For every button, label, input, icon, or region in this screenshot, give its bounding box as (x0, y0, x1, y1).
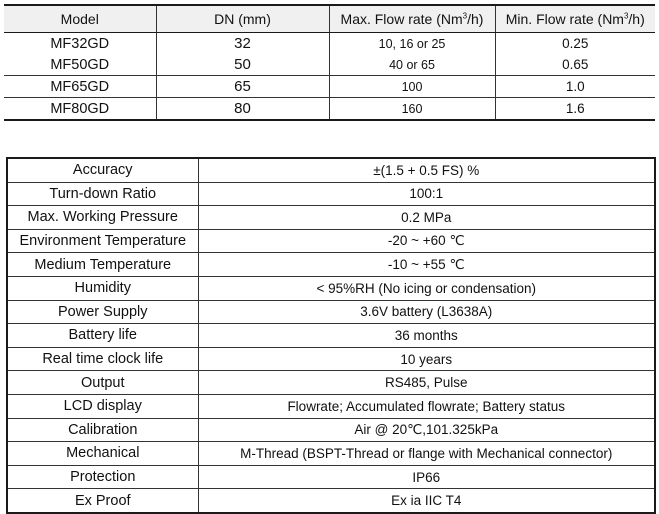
dn-cell: 65 (156, 76, 329, 98)
table-row (7, 489, 655, 513)
table-row (4, 76, 655, 98)
header-min-flow-unit-tail: /h) (628, 11, 645, 27)
header-dn: DN (mm) (156, 5, 329, 33)
max-flow-cell: 40 or 65 (329, 54, 495, 76)
spec-value: 0.2 MPa (198, 206, 655, 230)
table-row (7, 324, 655, 348)
max-flow-cell: 100 (329, 76, 495, 98)
max-flow-cell: 160 (329, 98, 495, 121)
min-flow-cell: 0.25 (495, 33, 655, 55)
spec-value: 10 years (198, 347, 655, 371)
spec-value: -10 ~ +55 ℃ (198, 253, 655, 277)
spec-label: Output (7, 371, 198, 395)
spec-label: Power Supply (7, 300, 198, 324)
model-cell: MF80GD (4, 98, 156, 121)
spec-value: -20 ~ +60 ℃ (198, 229, 655, 253)
models-table (4, 4, 655, 121)
spec-value: ±(1.5 + 0.5 FS) % (198, 158, 655, 182)
table-row (7, 206, 655, 230)
spec-value: Ex ia IIC T4 (391, 493, 462, 509)
spec-label: Battery life (7, 324, 198, 348)
table-row (7, 465, 655, 489)
spec-label: Environment Temperature (7, 229, 198, 253)
table-row (7, 158, 655, 182)
spec-value: Flowrate; Accumulated flowrate; Battery status (198, 394, 655, 418)
spec-value: Air @ 20℃,101.325kPa (198, 418, 655, 442)
header-min-flow (495, 5, 655, 33)
spec-value: < 95%RH (No icing or condensation) (198, 276, 655, 300)
table-row (7, 442, 655, 466)
specs-table (6, 157, 656, 514)
spec-label: Humidity (7, 276, 198, 300)
min-flow-cell: 1.6 (495, 98, 655, 121)
spec-label: Ex Proof (7, 489, 198, 513)
max-flow-cell: 10, 16 or 25 (329, 33, 495, 55)
model-cell: MF32GD (4, 33, 156, 55)
spec-label: Turn-down Ratio (7, 182, 198, 206)
spec-label: LCD display (7, 394, 198, 418)
spec-label: Medium Temperature (7, 253, 198, 277)
model-cell: MF65GD (4, 76, 156, 98)
table-row (4, 54, 655, 76)
table-row (7, 347, 655, 371)
header-model: Model (4, 5, 156, 33)
spec-value: IP66 (198, 465, 655, 489)
min-flow-cell: 0.65 (495, 54, 655, 76)
dn-cell: 32 (156, 33, 329, 55)
table-row (7, 182, 655, 206)
table-row (7, 253, 655, 277)
spec-value: M-Thread (BSPT-Thread or flange with Mechanical connector) (198, 442, 655, 466)
spec-label: Accuracy (7, 158, 198, 182)
header-min-flow-superscript: 3 (623, 11, 629, 21)
table-row (7, 276, 655, 300)
header-max-flow-superscript: 3 (462, 11, 468, 21)
table-row (7, 229, 655, 253)
spec-label: Mechanical (7, 442, 198, 466)
spec-label: Max. Working Pressure (7, 206, 198, 230)
spec-value: 100:1 (198, 182, 655, 206)
table-row (7, 394, 655, 418)
table-row (4, 98, 655, 121)
table-row (7, 371, 655, 395)
header-max-flow-text: Max. Flow rate (Nm (340, 11, 463, 27)
dn-cell: 50 (156, 54, 329, 76)
table-row (7, 300, 655, 324)
spec-label: Calibration (7, 418, 198, 442)
table-row (4, 33, 655, 55)
spec-label: Real time clock life (7, 347, 198, 371)
spec-value: 3.6V battery (L3638A) (198, 300, 655, 324)
table-row (7, 418, 655, 442)
spec-value: RS485, Pulse (198, 371, 655, 395)
models-header-row (4, 5, 655, 33)
header-min-flow-text: Min. Flow rate (Nm (505, 11, 624, 27)
spec-value: 36 months (198, 324, 655, 348)
min-flow-cell: 1.0 (495, 76, 655, 98)
model-cell: MF50GD (50, 56, 110, 73)
dn-cell: 80 (156, 98, 329, 121)
header-max-flow (329, 5, 495, 33)
spec-label: Protection (7, 465, 198, 489)
header-max-flow-unit-tail: /h) (467, 11, 484, 27)
